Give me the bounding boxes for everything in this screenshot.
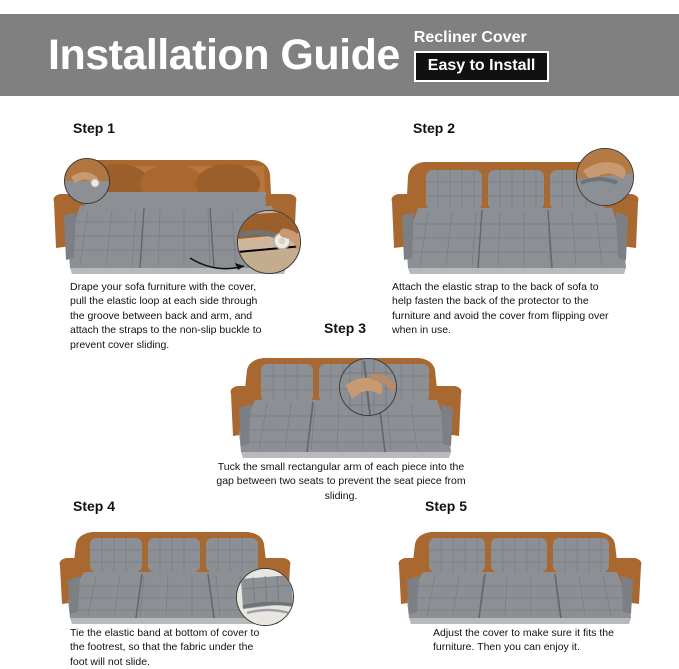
step-3-label: Step 3: [323, 320, 366, 336]
step-3-illustration: [213, 340, 485, 460]
step-5-label: Step 5: [425, 498, 468, 514]
step-1-illustration: [40, 140, 310, 280]
step-1-text: Drape your sofa furniture with the cover, pull the elastic loop at each side through the groove between back and arm, and attach the straps to the non-slip buckle to prevent cover sliding.: [70, 281, 262, 351]
step-4-text: Tie the elastic band at bottom of cover to the footrest, so that the fabric under the foot will not slide.: [70, 627, 260, 668]
step-1-block: [40, 120, 310, 352]
step-2-label: Step 2: [413, 120, 456, 136]
step-3-block: [205, 320, 485, 503]
page-title: Installation Guide: [48, 30, 400, 79]
step-1-detail-bubble-buckle: [237, 210, 301, 274]
step-4-detail-bubble-band: [236, 568, 294, 626]
easy-to-install-badge: Easy to Install: [414, 51, 550, 82]
step-5-illustration: [385, 518, 665, 626]
step-4-block: [40, 498, 320, 669]
step-3-detail-bubble-tuck: [339, 358, 397, 416]
step-4-label: Step 4: [73, 498, 116, 514]
step-3-text: Tuck the small rectangular arm of each piece into the gap between two seats to prevent the seat piece from sliding.: [216, 461, 466, 502]
step-1-detail-bubble-loop: [64, 158, 110, 204]
step-1-label: Step 1: [73, 120, 116, 136]
step-5-text: Adjust the cover to make sure it fits the furniture. Then you can enjoy it.: [433, 627, 614, 654]
step-2-illustration: [380, 140, 650, 280]
step-2-detail-bubble-strap: [576, 148, 634, 206]
header-right-group: [414, 28, 550, 82]
step-4-illustration: [40, 518, 320, 626]
header-banner: [0, 14, 679, 96]
step-2-text: Attach the elastic strap to the back of sofa to help fasten the back of the protector to the furniture and avoid the cover from flipping over when in use.: [392, 281, 609, 337]
step-5-block: [385, 498, 665, 655]
step-2-block: [380, 120, 650, 338]
header-subtitle: Recliner Cover: [413, 29, 527, 46]
